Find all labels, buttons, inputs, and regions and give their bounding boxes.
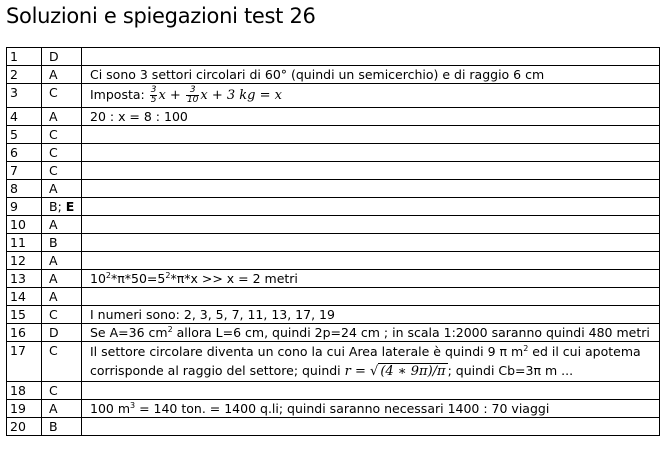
answer-letter: C — [42, 84, 82, 108]
explanation — [82, 418, 660, 436]
table-row — [7, 144, 660, 162]
answer-letter: A — [42, 252, 82, 270]
table-row — [7, 234, 660, 252]
answer-letter: D — [42, 324, 82, 342]
question-number: 14 — [7, 288, 42, 306]
table-row — [7, 324, 660, 342]
question-number: 1 — [7, 48, 42, 66]
answer-letter: D — [42, 48, 82, 66]
answer-letter: C — [42, 144, 82, 162]
answer-letter-part: E — [65, 199, 75, 214]
table-row — [7, 126, 660, 144]
explanation: Ci sono 3 settori circolari di 60° (quindi un semicerchio) e di raggio 6 cm — [82, 66, 660, 84]
answer-letter: C — [42, 126, 82, 144]
explanation: $10^2*\pi*50=5^2*\pi*x >> x = 2$ metri — [82, 270, 660, 288]
explanation — [82, 144, 660, 162]
explanation-line: Il settore circolare diventa un cono la cui Area laterale è quindi 9 π $m^2$ ed il cui apotema — [90, 343, 641, 359]
question-number: 2 — [7, 66, 42, 84]
question-number: 20 — [7, 418, 42, 436]
table-row — [7, 382, 660, 400]
answer-letter-part: B; — [49, 199, 66, 214]
explanation: 100 $m^3 = 140$ ton. = 1400 q.li; quindi saranno necessari 1400 : 70 viaggi — [82, 400, 660, 418]
answer-letter: C — [42, 306, 82, 324]
question-number: 5 — [7, 126, 42, 144]
question-number: 6 — [7, 144, 42, 162]
table-row — [7, 252, 660, 270]
table-row — [7, 66, 660, 84]
table-row — [7, 342, 660, 382]
question-number: 17 — [7, 342, 42, 382]
explanation — [82, 162, 660, 180]
question-number: 16 — [7, 324, 42, 342]
explanation — [82, 126, 660, 144]
question-number: 10 — [7, 216, 42, 234]
explanation — [82, 216, 660, 234]
fraction-1: $\frac{3}{5}$ — [150, 85, 157, 105]
explanation — [82, 342, 660, 382]
explanation: 20 : x = 8 : 100 — [82, 108, 660, 126]
question-number: 12 — [7, 252, 42, 270]
table-row — [7, 180, 660, 198]
question-number: 13 — [7, 270, 42, 288]
formula-part: x + 3 kg = x — [200, 88, 282, 103]
table-row — [7, 288, 660, 306]
question-number: 3 — [7, 84, 42, 108]
explanation — [82, 288, 660, 306]
table-row — [7, 84, 660, 108]
formula-part: x + — [158, 88, 185, 103]
explanation: I numeri sono: 2, 3, 5, 7, 11, 13, 17, 19 — [82, 306, 660, 324]
explanation — [82, 48, 660, 66]
answer-letter: A — [42, 288, 82, 306]
question-number: 8 — [7, 180, 42, 198]
question-number: 15 — [7, 306, 42, 324]
explanation — [82, 382, 660, 400]
table-row — [7, 198, 660, 216]
table-row — [7, 400, 660, 418]
table-row — [7, 216, 660, 234]
answer-letter: C — [42, 342, 82, 382]
answer-letter: C — [42, 382, 82, 400]
answer-letter: A — [42, 66, 82, 84]
question-number: 11 — [7, 234, 42, 252]
question-number: 9 — [7, 198, 42, 216]
table-row — [7, 270, 660, 288]
explanation — [82, 234, 660, 252]
fraction-2: $\frac{3}{10}$ — [186, 85, 199, 105]
question-number: 7 — [7, 162, 42, 180]
page-title: Soluzioni e spiegazioni test 26 — [6, 4, 316, 28]
table-row — [7, 162, 660, 180]
answer-letter: B — [42, 234, 82, 252]
question-number: 19 — [7, 400, 42, 418]
answer-letter: A — [42, 180, 82, 198]
question-number: 18 — [7, 382, 42, 400]
answer-letter: C — [42, 162, 82, 180]
answer-letter: A — [42, 400, 82, 418]
explanation — [82, 198, 660, 216]
table-row — [7, 418, 660, 436]
explanation: Se A=36 $cm^2$ allora L=6 cm, quindi 2p=24 cm ; in scala 1:2000 saranno quindi 480 metri — [82, 324, 660, 342]
explanation — [82, 252, 660, 270]
answer-letter: A — [42, 216, 82, 234]
answer-letter: A — [42, 270, 82, 288]
square-root: √ (4 ∗ 9π)/π — [370, 364, 446, 379]
explanation-line: corrisponde al raggio del settore; quindi r = √ (4 ∗ 9π)/π ; quindi Cb=3π m ... — [90, 363, 574, 379]
table-row — [7, 108, 660, 126]
explanation-prefix: Imposta: — [90, 87, 149, 102]
answer-letter — [42, 198, 82, 216]
table-row — [7, 48, 660, 66]
question-number: 4 — [7, 108, 42, 126]
answer-letter: B — [42, 418, 82, 436]
explanation — [82, 84, 660, 108]
answer-letter: A — [42, 108, 82, 126]
table-row — [7, 306, 660, 324]
answers-table — [6, 47, 660, 436]
explanation — [82, 180, 660, 198]
